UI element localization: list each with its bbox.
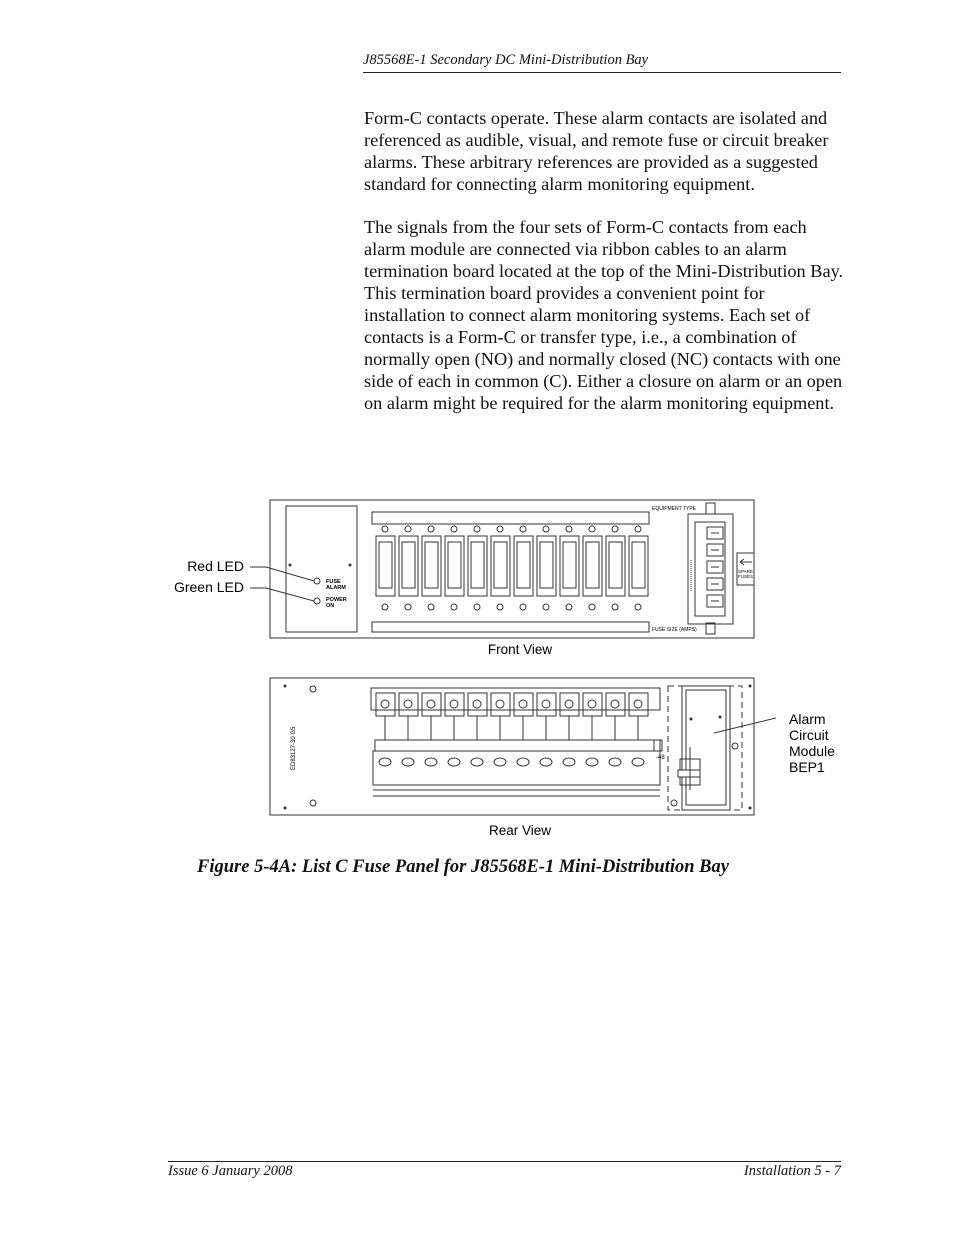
bus-connector-icon bbox=[563, 758, 575, 766]
body-paragraph-2: The signals from the four sets of Form-C contacts from each alarm module are connected via ribbon cables to an alarm termination board located at the top of the Mini-Distribution Bay. This termination board provides a convenient point for installation to connect alarm monitoring systems. Each set of contacts is a Form-C or transfer type, i.e., a combination of normally open (NO) and normally closed (NC) contacts with one side of each in common (C). Either a closure on alarm or an open on alarm might be required for the alarm monitoring equipment. bbox=[364, 217, 844, 413]
power-on-label-1: POWER bbox=[326, 597, 347, 603]
rear-terminal bbox=[491, 693, 510, 716]
fuse-bottom-screw-icon bbox=[566, 604, 572, 610]
rear-terminal bbox=[537, 693, 556, 716]
rear-terminal bbox=[583, 693, 602, 716]
fuse-alarm-label-1: FUSE bbox=[326, 579, 341, 585]
body-paragraph-1: Form-C contacts operate. These alarm contacts are isolated and referenced as audible, visual, and remote fuse or circuit breaker alarms. These arbitrary references are provided as a suggested standard for connecting alarm monitoring equipment. bbox=[364, 108, 829, 194]
terminal-screw-icon bbox=[381, 700, 389, 708]
footer-page: Installation 5 - 7 bbox=[743, 1163, 841, 1179]
fuse-top-screw-icon bbox=[474, 526, 480, 532]
fuse-top-screw-icon bbox=[635, 526, 641, 532]
fuse-bottom-screw-icon bbox=[589, 604, 595, 610]
fuse-bottom-screw-icon bbox=[543, 604, 549, 610]
terminal-screw-icon bbox=[473, 700, 481, 708]
alarm-callout-3: Module bbox=[789, 743, 835, 759]
bus-connector-icon bbox=[517, 758, 529, 766]
fuse-bottom-screw-icon bbox=[497, 604, 503, 610]
red-led-callout: Red LED bbox=[187, 558, 244, 574]
fuse-top-screw-icon bbox=[382, 526, 388, 532]
front-view-panel bbox=[270, 500, 754, 638]
bus-connector-icon bbox=[448, 758, 460, 766]
footer-rule bbox=[168, 1161, 841, 1162]
equipment-type-label: EQUIPMENT TYPE bbox=[652, 506, 696, 512]
spare-fuses-label-2: FUSES bbox=[738, 574, 754, 579]
fuse-bottom-screw-icon bbox=[612, 604, 618, 610]
fuse-bottom-screw-icon bbox=[520, 604, 526, 610]
rear-terminal bbox=[399, 693, 418, 716]
fuse-top-screw-icon bbox=[543, 526, 549, 532]
terminal-screw-icon bbox=[565, 700, 573, 708]
rear-terminal bbox=[606, 693, 625, 716]
footer-issue: Issue 6 January 2008 bbox=[168, 1163, 293, 1179]
terminal-screw-icon bbox=[634, 700, 642, 708]
running-header: J85568E-1 Secondary DC Mini-Distribution Bay bbox=[363, 52, 841, 73]
front-view-label: Front View bbox=[487, 642, 553, 657]
rear-view-label: Rear View bbox=[488, 823, 552, 838]
terminal-screw-icon bbox=[588, 700, 596, 708]
fuse-bottom-screw-icon bbox=[635, 604, 641, 610]
red-led-leader bbox=[250, 567, 314, 581]
voltage-label: -48 bbox=[656, 755, 665, 761]
power-on-label-2: ON bbox=[326, 603, 335, 609]
spare-fuses-label-1: SPARE bbox=[738, 569, 753, 574]
fuse-alarm-led-icon bbox=[314, 578, 320, 584]
fuse-top-screw-icon bbox=[520, 526, 526, 532]
figure-caption: Figure 5-4A: List C Fuse Panel for J85568E-1 Mini-Distribution Bay bbox=[197, 857, 729, 877]
terminal-screw-icon bbox=[611, 700, 619, 708]
front-fuse-column bbox=[376, 526, 648, 610]
rear-terminal bbox=[445, 693, 464, 716]
alarm-callout-2: Circuit bbox=[789, 727, 829, 743]
fuse-top-screw-icon bbox=[497, 526, 503, 532]
fuse-top-screw-icon bbox=[428, 526, 434, 532]
bus-connector-icon bbox=[494, 758, 506, 766]
rear-terminal bbox=[629, 693, 648, 716]
terminal-screw-icon bbox=[450, 700, 458, 708]
fuse-alarm-label-2: ALARM bbox=[326, 585, 346, 591]
fuse-bottom-screw-icon bbox=[382, 604, 388, 610]
spare-fuse-slots bbox=[707, 527, 723, 607]
bus-connector-icon bbox=[425, 758, 437, 766]
fuse-bottom-screw-icon bbox=[451, 604, 457, 610]
fuse-bottom-screw-icon bbox=[405, 604, 411, 610]
rear-terminal bbox=[514, 693, 533, 716]
fuse-top-screw-icon bbox=[566, 526, 572, 532]
power-on-led-icon bbox=[314, 598, 320, 604]
fuse-top-screw-icon bbox=[612, 526, 618, 532]
alarm-module-leader bbox=[714, 718, 776, 733]
rear-terminal bbox=[468, 693, 487, 716]
bus-connector-icon bbox=[471, 758, 483, 766]
alarm-callout-4: BEP1 bbox=[789, 759, 825, 775]
rear-terminal-column bbox=[376, 693, 648, 766]
rear-terminal bbox=[422, 693, 441, 716]
fuse-bottom-screw-icon bbox=[474, 604, 480, 610]
rear-view-panel bbox=[270, 678, 754, 815]
green-led-callout: Green LED bbox=[173, 579, 244, 595]
bus-connector-icon bbox=[586, 758, 598, 766]
green-led-leader bbox=[250, 588, 314, 601]
bus-connector-icon bbox=[379, 758, 391, 766]
terminal-screw-icon bbox=[404, 700, 412, 708]
terminal-screw-icon bbox=[427, 700, 435, 708]
fuse-size-label: FUSE SIZE (AMPS) bbox=[652, 627, 697, 633]
terminal-screw-icon bbox=[496, 700, 504, 708]
bus-connector-icon bbox=[609, 758, 621, 766]
bus-connector-icon bbox=[540, 758, 552, 766]
fuse-bottom-screw-icon bbox=[428, 604, 434, 610]
fuse-top-screw-icon bbox=[589, 526, 595, 532]
rear-terminal bbox=[376, 693, 395, 716]
fuse-top-screw-icon bbox=[405, 526, 411, 532]
terminal-screw-icon bbox=[519, 700, 527, 708]
alarm-callout-1: Alarm bbox=[789, 711, 826, 727]
fuse-top-screw-icon bbox=[451, 526, 457, 532]
bus-connector-icon bbox=[402, 758, 414, 766]
drawing-number: ED83127-30 G5 bbox=[291, 726, 297, 770]
bus-connector-icon bbox=[632, 758, 644, 766]
terminal-screw-icon bbox=[542, 700, 550, 708]
rear-terminal bbox=[560, 693, 579, 716]
